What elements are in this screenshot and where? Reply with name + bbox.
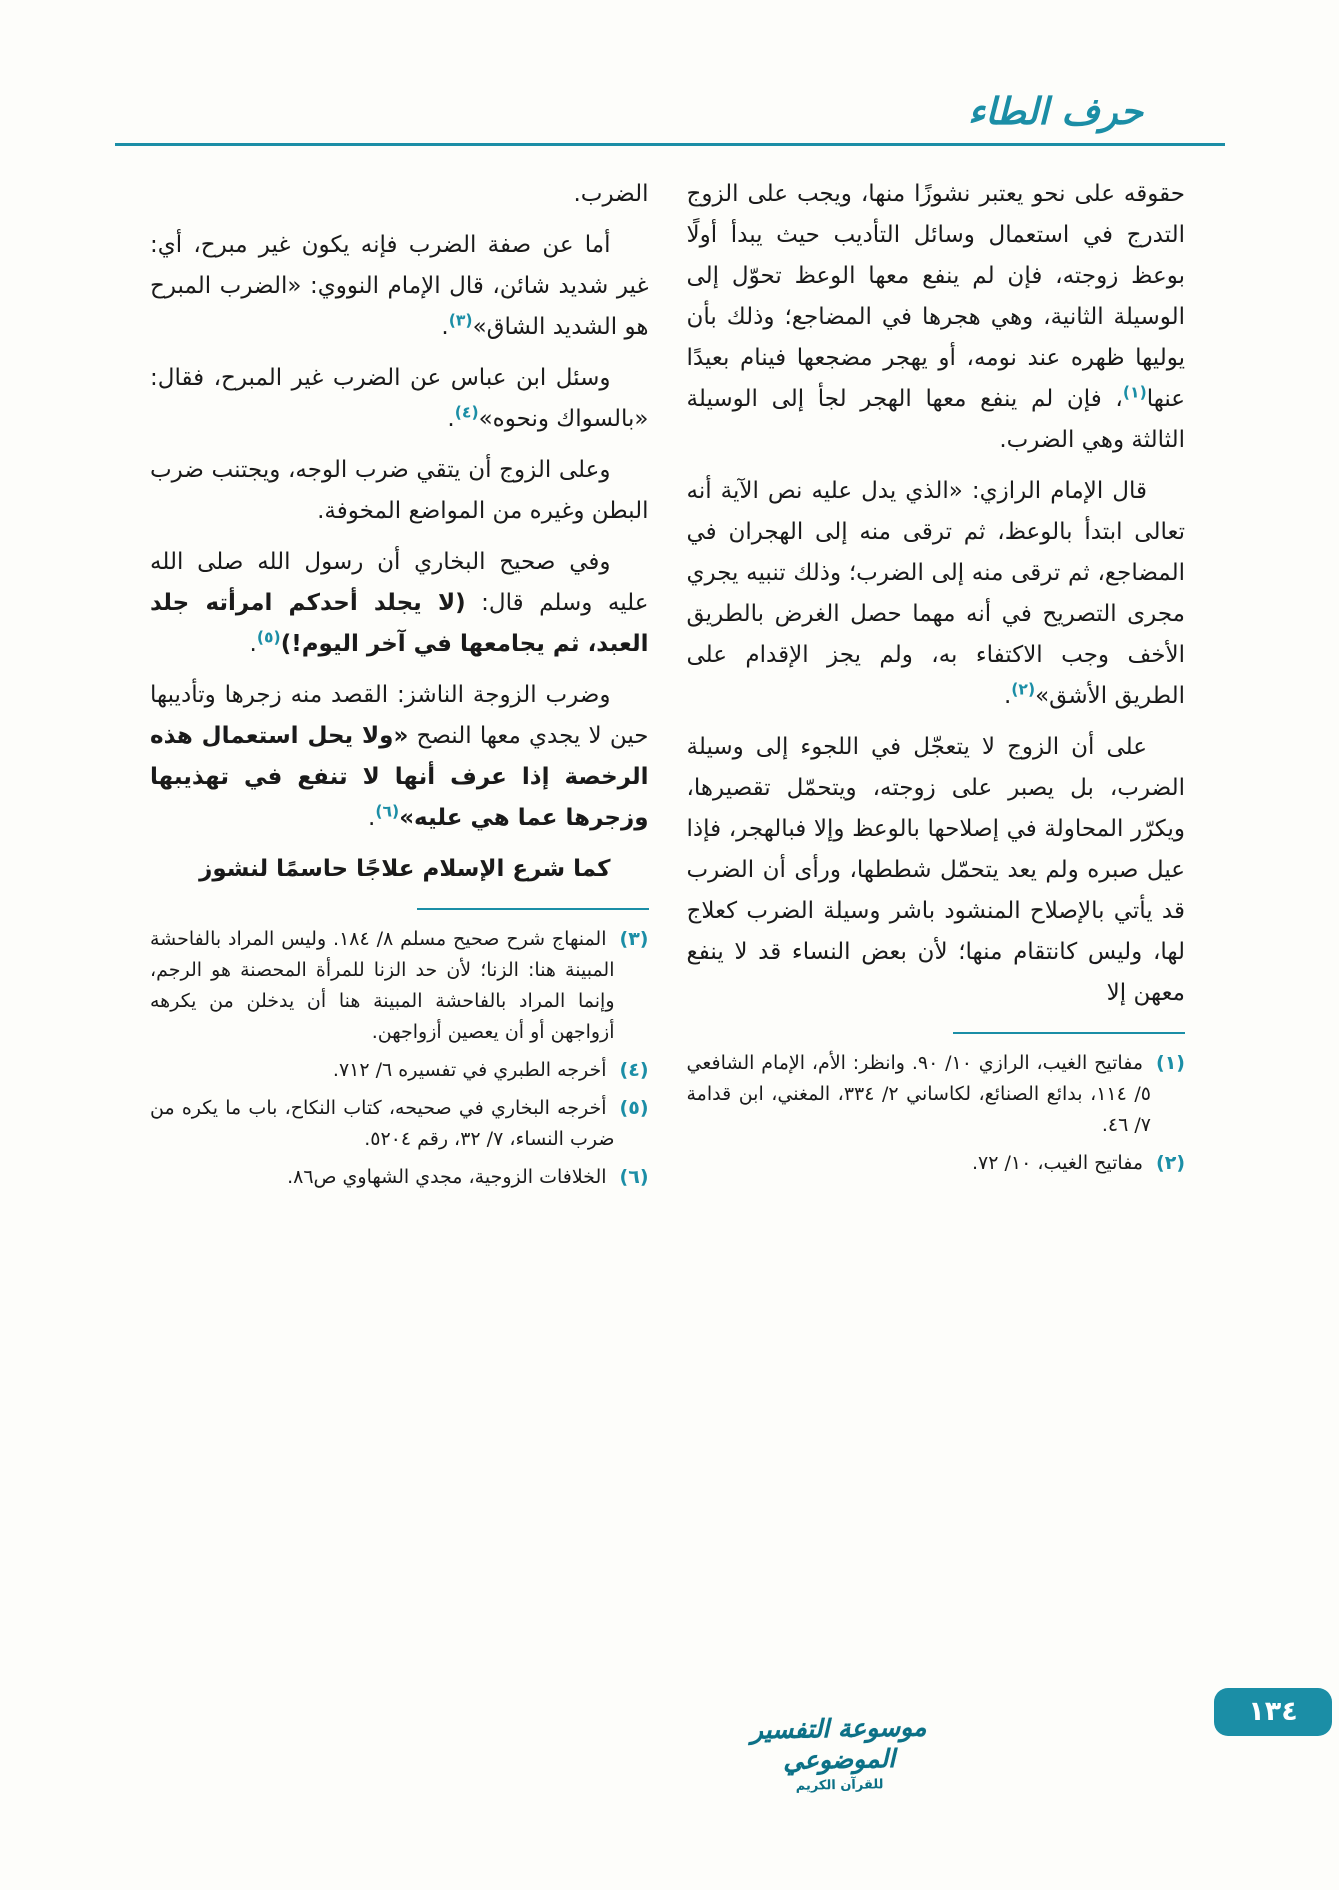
column-left-footnotes [150,924,649,1193]
paragraph [150,225,649,348]
text-segment: أما عن صفة الضرب فإنه يكون غير مبرح، أي: غير شديد شائن، قال الإمام النووي: «الضرب المبرح هو الشديد الشاق» [150,231,649,340]
text-segment: قال الإمام الرازي: «الذي يدل عليه نص الآية أنه تعالى ابتدأ بالوعظ، ثم ترقى منه إلى الهجران في المضاجع، ثم ترقى منه إلى الضرب؛ وذلك تنبيه يجري مجرى التصريح في أنه مهما حصل الغرض بالطريق الأخف وجب الاكتفاء به، ولم يجز الإقدام على الطريق الأشق» [686,477,1185,709]
text-segment: ، فإن لم ينفع معها الهجر لجأ إلى الوسيلة الثالثة وهي الضرب. [686,385,1185,453]
text-segment: وسئل ابن عباس عن الضرب غير المبرح، فقال: «بالسواك ونحوه» [150,364,649,432]
text-segment: كما شرع الإسلام علاجًا حاسمًا لنشوز [199,855,611,882]
footnote-text: أخرجه البخاري في صحيحه، كتاب النكاح، باب ما يكره من ضرب النساء، ٧/ ٣٢، رقم ٥٢٠٤. [150,1096,615,1150]
paragraph [150,542,649,665]
text-segment: على أن الزوج لا يتعجّل في اللجوء إلى وسيلة الضرب، بل يصبر على زوجته، ويتحمّل تقصيرها، ويكرّر المحاولة في إصلاحها بالوعظ وإلا فبالهجر، فإذا عيل صبره ولم يعد يتحمّل شططها، ورأى أن الضرب قد يأتي بالإصلاح المنشود باشر وسيلة الضرب كعلاج لها، وليس كانتقام منها؛ لأن بعض النساء قد لا ينفع معهن إلا [686,733,1185,1006]
footnote [150,1055,649,1086]
header-divider [115,143,1225,146]
footnote-divider-right [953,1032,1185,1034]
publisher-emblem [718,1710,959,1794]
footnote-text: مفاتيح الغيب، الرازي ١٠/ ٩٠. وانظر: الأم، الإمام الشافعي ٥/ ١١٤، بدائع الصنائع، لكاساني ٢/ ٣٣٤، المغني، ابن قدامة ٧/ ٤٦. [686,1051,1151,1136]
footnote-number: (١) [1156,1051,1185,1074]
column-left-text [150,174,649,890]
paragraph [150,675,649,839]
footnote-reference: (٣) [448,310,473,330]
footnote-reference: (٢) [1011,679,1036,699]
footnote-text: مفاتيح الغيب، ١٠/ ٧٢. [971,1151,1144,1174]
footnote-number: (٦) [619,1165,649,1188]
footnote [150,1093,649,1155]
footnote [687,1148,1186,1179]
paragraph [150,174,649,215]
footnote-reference: (١) [1122,382,1147,402]
text-segment: (لا يجلد أحدكم امرأته جلد العبد، ثم يجامعها في آخر اليوم!) [150,589,649,657]
footnote-text: المنهاج شرح صحيح مسلم ٨/ ١٨٤. وليس المراد بالفاحشة المبينة هنا: الزنا؛ لأن حد الزنا للمرأة المحصنة هو الرجم، وإنما المراد بالفاحشة المبينة هنا أن يدخلن من يكرهه أزواجهن أو أن يعصين أزواجهن. [150,927,615,1043]
footnote-number: (٣) [619,927,649,950]
paragraph [687,727,1186,1014]
footnote-number: (٥) [619,1096,649,1119]
text-segment: «ولا يحل استعمال هذه الرخصة إذا عرف أنها لا تنفع في تهذيبها وزجرها عما هي عليه» [150,722,649,831]
text-segment: حقوقه على نحو يعتبر نشوزًا منها، ويجب على الزوج التدرج في استعمال وسائل التأديب حيث يبدأ أولًا بوعظ زوجته، فإن لم ينفع معها الوعظ تحوّل إلى الوسيلة الثانية، وهي هجرها في المضاجع؛ وذلك بأن يوليها ظهره عند نومه، أو يهجر مضجعها فينام بعيدًا عنها [686,180,1185,412]
paragraph [687,471,1186,717]
paragraph [687,174,1186,461]
text-segment: . [441,313,449,340]
text-segment: . [368,804,376,831]
footnote-reference: (٥) [256,627,281,647]
text-segment: وضرب الزوجة الناشز: القصد منه زجرها وتأديبها حين لا يجدي معها النصح [150,681,649,749]
page-header [0,0,1339,146]
text-segment: الضرب. [573,180,649,207]
column-left [150,174,649,1200]
column-right-text [687,174,1186,1014]
footnote-number: (٢) [1156,1151,1185,1174]
paragraph [150,450,649,532]
page-number-badge: ١٣٤ [1214,1688,1332,1736]
paragraph [150,849,649,890]
column-right [687,174,1186,1186]
footnote-number: (٤) [619,1058,649,1081]
column-right-footnotes [687,1048,1186,1179]
chapter-heading: حرف الطاء [967,90,1143,133]
footnote [687,1048,1186,1141]
text-segment: . [1003,682,1012,709]
text-segment: . [447,405,455,432]
publisher-emblem-title: موسوعة التفسير الموضوعي [750,1711,927,1775]
footnote-reference: (٦) [375,801,400,821]
text-segment: . [249,630,257,657]
footnote-divider-left [417,908,649,910]
footnote-reference: (٤) [454,402,479,422]
footnote-text: أخرجه الطبري في تفسيره ٦/ ٧١٢. [332,1058,607,1081]
footnote [150,924,649,1048]
text-segment: وعلى الزوج أن يتقي ضرب الوجه، ويجتنب ضرب البطن وغيره من المواضع المخوفة. [150,456,649,524]
paragraph [150,358,649,440]
two-column-body [150,174,1185,1200]
footnote-text: الخلافات الزوجية، مجدي الشهاوي ص٨٦. [287,1165,607,1188]
footnote [150,1162,649,1193]
publisher-emblem-subtitle: للقرآن الكريم [795,1776,884,1793]
text-segment: وفي صحيح البخاري أن رسول الله صلى الله عليه وسلم قال: [150,548,649,616]
